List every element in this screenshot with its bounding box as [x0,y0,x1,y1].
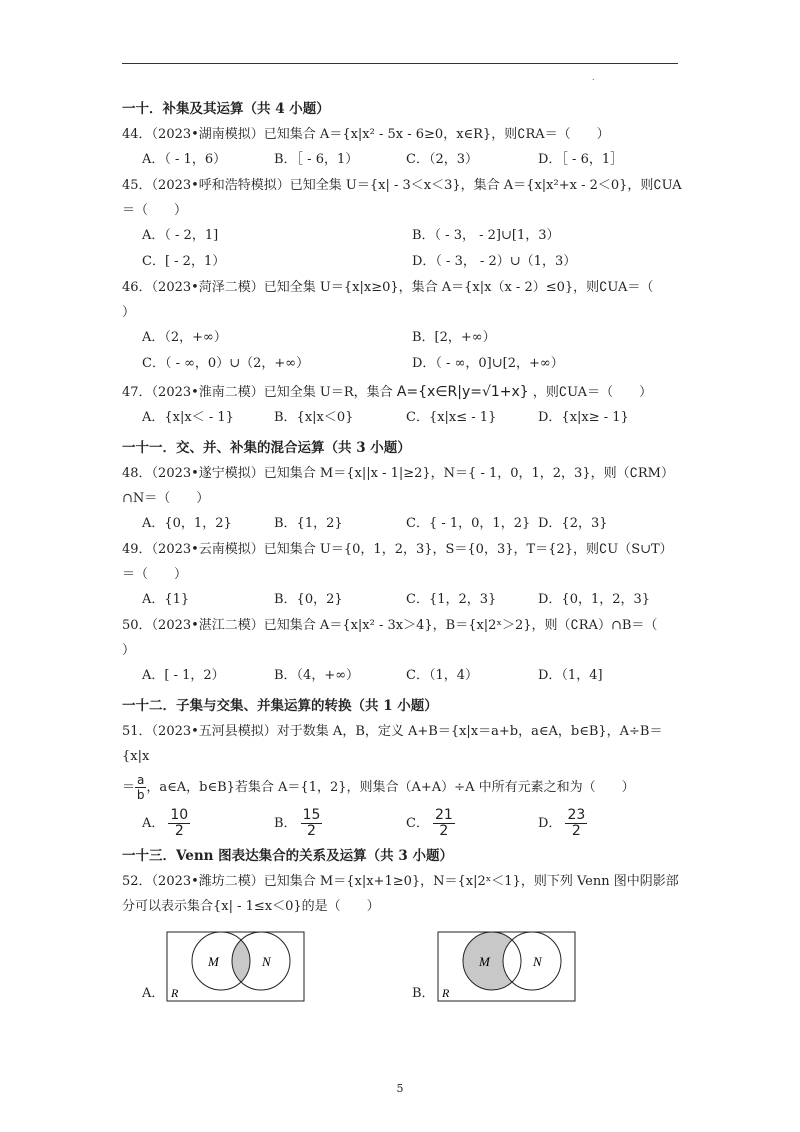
option-a: A． $\frac{10}{2}$ [142,807,189,839]
question-49-stem: 49．（2023•云南模拟）已知集合 U＝{0，1，2，3}，S＝{0，3}，T＝{2}，则∁U（S∪T） [122,542,673,557]
option-d: D．（ - ∞，0]∪[2，+∞） [412,356,564,371]
option-a-label: A． [142,986,165,1001]
option-b: B．（4，+∞） [274,668,360,683]
set-notation-image: A={x∈R|y=√1+x} [396,384,529,400]
venn-diagram-a [166,931,306,1003]
question-51-options [122,808,682,839]
option-a-fraction: $\frac{10}{2}$ [170,807,189,839]
option-b: B． $\frac{15}{2}$ [274,807,321,839]
question-51-cont-text: ，a∈A，b∈B}若集合 A＝{1，2}，则集合（A+A）÷A 中所有元素之和为（ ） [146,780,635,795]
option-c: C．{ - 1，0，1，2} [406,516,531,531]
question-52-stem-cont: 分可以表示集合{x| - 1≤x＜0}的是（ ） [122,899,380,914]
option-c: C．（1，4） [406,668,478,683]
option-a: A．（ - 2，1] [142,228,219,243]
header-rule [122,63,678,64]
fraction-a-over-b: $\frac{a}{b}$ [136,773,145,802]
option-c: C．{1，2，3} [406,592,497,607]
option-b: B．{x|x＜0} [274,410,354,425]
question-47-stem [122,380,682,405]
option-c: C．（ - ∞，0）∪（2，+∞） [142,356,310,371]
option-a: A．[ - 1，2） [142,668,225,683]
label-m: M [478,954,490,969]
option-a: A．{1} [142,592,190,607]
option-b: B．{0，2} [274,592,343,607]
label-n: N [532,954,542,969]
question-51-stem-cont [122,773,682,802]
option-a: A．（ - 1，6） [142,152,227,167]
option-b: B．（ - 3， - 2]∪[1，3） [412,228,560,243]
question-52-options [122,931,682,1003]
question-46-options-row1 [122,325,682,351]
option-b: B．{1，2} [274,516,343,531]
option-c: C． $\frac{21}{2}$ [406,807,453,839]
header-mark: . [592,73,595,82]
section-heading-12: 一十二．子集与交集、并集运算的转换（共 1 小题） [122,698,438,714]
label-m: M [208,954,220,969]
question-52-stem: 52．（2023•潍坊二模）已知集合 M＝{x|x+1≥0}，N＝{x|2ˣ＜1}，则下列 Venn 图中阴影部 [122,874,679,889]
question-50-options [122,663,682,689]
venn-diagram-b [437,931,577,1003]
question-45-options-row1 [122,223,682,249]
question-45-options-row2 [122,249,682,275]
label-r: R [441,986,449,1000]
option-c: C．[ - 2，1） [142,254,226,269]
option-b-label: B． [412,986,435,1001]
option-d-fraction: $\frac{23}{2}$ [567,807,586,839]
question-46-options-row2 [122,351,682,377]
option-a: A．{x|x＜ - 1} [142,410,234,425]
option-d: D．{2，3} [538,516,608,531]
option-c-fraction: $\frac{21}{2}$ [434,807,453,839]
option-d: D．［ - 6，1］ [538,152,624,167]
question-49-options [122,587,682,613]
question-49-stem-cont: ＝（ ） [122,567,188,582]
question-47-options [122,405,682,431]
question-51-stem: 51．（2023•五河县模拟）对于数集 A，B，定义 A+B＝{x|x＝a+b，a∈A，b∈B}，A÷B＝{x|x [122,724,663,764]
option-c: C．{x|x≤ - 1} [406,410,497,425]
label-n: N [262,954,272,969]
option-d: D． $\frac{23}{2}$ [538,807,586,839]
section-heading-13: 一十三．Venn 图表达集合的关系及运算（共 3 小题） [122,848,453,864]
option-a: A．{0，1，2} [142,516,232,531]
question-47-stem-a: 47．（2023•淮南二模）已知全集 U＝R，集合 [122,385,393,400]
option-c: C．（2，3） [406,152,478,167]
label-r: R [171,986,179,1000]
question-46-stem: 46．（2023•菏泽二模）已知全集 U＝{x|x≥0}，集合 A＝{x|x（x - 2）≤0}，则∁UA＝（ [122,280,654,295]
question-50-stem: 50．（2023•湛江二模）已知集合 A＝{x|x² - 3x＞4}，B＝{x|2ˣ＞2}，则（∁RA）∩B＝（ [122,618,658,633]
option-b [412,931,682,1003]
section-heading-11: 一十一．交、并、补集的混合运算（共 3 小题） [122,440,411,456]
option-d: D．{0，1，2，3} [538,592,651,607]
option-b: B．[2，+∞） [412,330,496,345]
question-45-stem-cont: ＝（ ） [122,203,188,218]
question-48-stem-cont: ∩N＝（ ） [122,491,210,506]
option-d: D．{x|x≥ - 1} [538,410,629,425]
question-48-options [122,511,682,537]
question-50-stem-cont: ） [122,643,136,658]
question-48-stem: 48．（2023•遂宁模拟）已知集合 M＝{x||x - 1|≥2}，N＝{ - 1，0，1，2，3}，则（∁RM） [122,466,674,481]
option-b: B．［ - 6，1） [274,152,359,167]
option-d: D．（ - 3， - 2）∪（1，3） [412,254,577,269]
page-number: 5 [396,1082,404,1095]
question-44-options [122,147,682,173]
option-d: D．（1，4] [538,668,603,683]
document-body [122,92,682,1003]
question-45-stem: 45．（2023•呼和浩特模拟）已知全集 U＝{x| - 3＜x＜3}，集合 A＝{x|x²+x - 2＜0}，则∁UA [122,178,682,193]
question-46-stem-cont: ） [122,305,136,320]
option-a [142,931,412,1003]
question-47-stem-b: ，则∁UA＝（ ） [532,385,653,400]
option-a: A．（2，+∞） [142,330,227,345]
section-heading-10: 一十．补集及其运算（共 4 小题） [122,101,330,117]
question-44-stem: 44．（2023•湖南模拟）已知集合 A＝{x|x² - 5x - 6≥0，x∈R}，则∁RA＝（ ） [122,127,610,142]
question-51-eq: ＝ [122,780,136,795]
option-b-fraction: $\frac{15}{2}$ [302,807,321,839]
